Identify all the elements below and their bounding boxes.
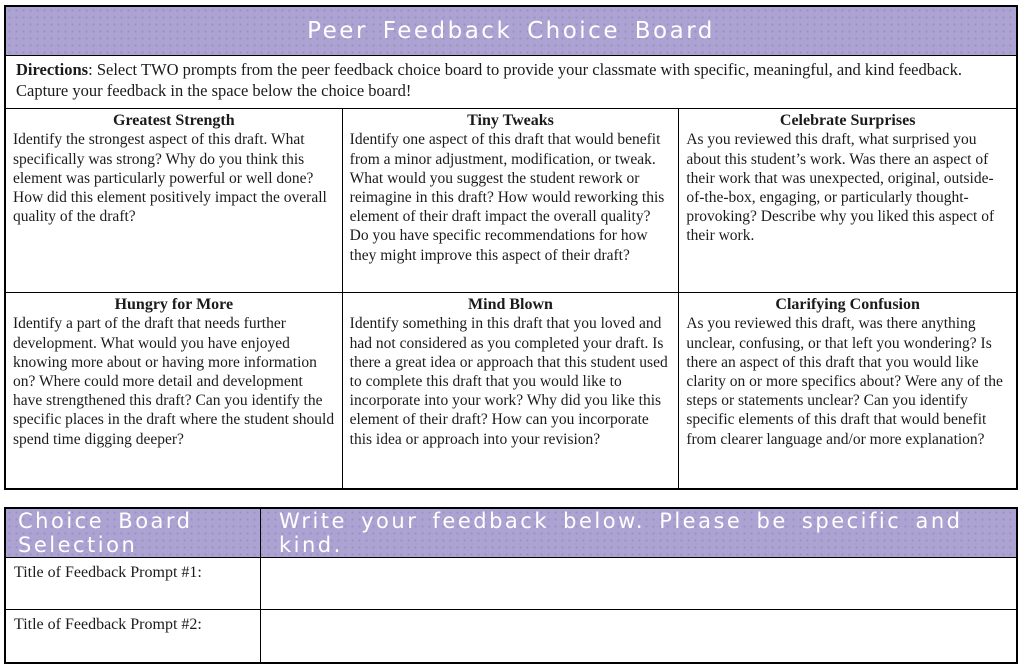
selection-header-row <box>6 509 1016 558</box>
feedback-row-1 <box>6 558 1016 610</box>
choice-cell-clarifying-confusion <box>679 293 1016 488</box>
page-title: Peer Feedback Choice Board <box>307 18 715 44</box>
choice-board-grid <box>6 109 1016 488</box>
directions-row <box>6 56 1016 109</box>
choice-cell-title: Celebrate Surprises <box>779 111 916 129</box>
choice-cell-title: Hungry for More <box>114 295 234 313</box>
choice-cell-celebrate-surprises <box>679 109 1016 293</box>
choice-cell-mind-blown <box>343 293 680 488</box>
choice-cell-body: Identify one aspect of this draft that would benefit from a minor adjustment, modification, or tweak. What would you suggest the student rework or reimagine in this draft? How would reworking this element of their draft impact the overall quality? Do you have specific recommendations for how they might improve this aspect of their draft? <box>349 131 665 264</box>
choice-cell-hungry-for-more <box>6 293 343 488</box>
feedback-prompt-1-input[interactable] <box>261 558 1016 609</box>
choice-cell-title: Tiny Tweaks <box>467 111 554 129</box>
feedback-prompt-2-label: Title of Feedback Prompt #2: <box>6 610 261 662</box>
choice-cell-title: Clarifying Confusion <box>775 295 920 313</box>
choice-cell-tiny-tweaks <box>343 109 680 293</box>
choice-cell-body: Identify the strongest aspect of this draft. What specifically was strong? Why do you think this element was particularly powerful or well done? How did this element positively impact the overall quality of the draft? <box>13 131 327 226</box>
directions-label: Directions <box>16 60 89 79</box>
choice-cell-body: As you reviewed this draft, what surprised you about this student’s work. Was there an aspect of their work that was unexpected, original, outside-of-the-box, engaging, or particularly thought-provoking? Describe why you liked this aspect of their work. <box>686 131 995 245</box>
feedback-prompt-1-label: Title of Feedback Prompt #1: <box>6 558 261 609</box>
selection-header-choice: Choice Board Selection <box>6 509 261 557</box>
choice-cell-greatest-strength <box>6 109 343 293</box>
selection-header-feedback: Write your feedback below. Please be specific and kind. <box>279 509 963 557</box>
board-title-bar <box>6 7 1016 56</box>
choice-cell-body: Identify something in this draft that you loved and had not considered as you completed your draft. Is there a great idea or approach that this student used to complete this draft that you would like to incorporate into your work? Why did you like this element of their draft? How can you incorporate this idea or approach into your revision? <box>349 315 668 448</box>
choice-cell-body: As you reviewed this draft, was there anything unclear, confusing, or that left you wondering? Is there an aspect of this draft that you would like clarity on or more specifics about? Were any of the steps or statements unclear? Can you identify specific elements of this draft that would benefit from clearer language and/or more explanation? <box>686 315 1003 448</box>
directions-text: : Select TWO prompts from the peer feedback choice board to provide your classmate with specific, meaningful, and kind feedback. Capture your feedback in the space below the choice board! <box>16 60 962 100</box>
feedback-row-2 <box>6 610 1016 662</box>
choice-cell-body: Identify a part of the draft that needs further development. What would you have enjoyed knowing more about or having more information on? Where could more detail and development have strengthened this draft? Can you identify the specific places in the draft where the student should spend time digging deeper? <box>13 315 335 448</box>
choice-cell-title: Mind Blown <box>468 295 553 313</box>
feedback-prompt-2-input[interactable] <box>261 610 1016 662</box>
selection-table <box>4 507 1018 664</box>
choice-board-table <box>4 5 1018 490</box>
choice-cell-title: Greatest Strength <box>113 111 235 129</box>
